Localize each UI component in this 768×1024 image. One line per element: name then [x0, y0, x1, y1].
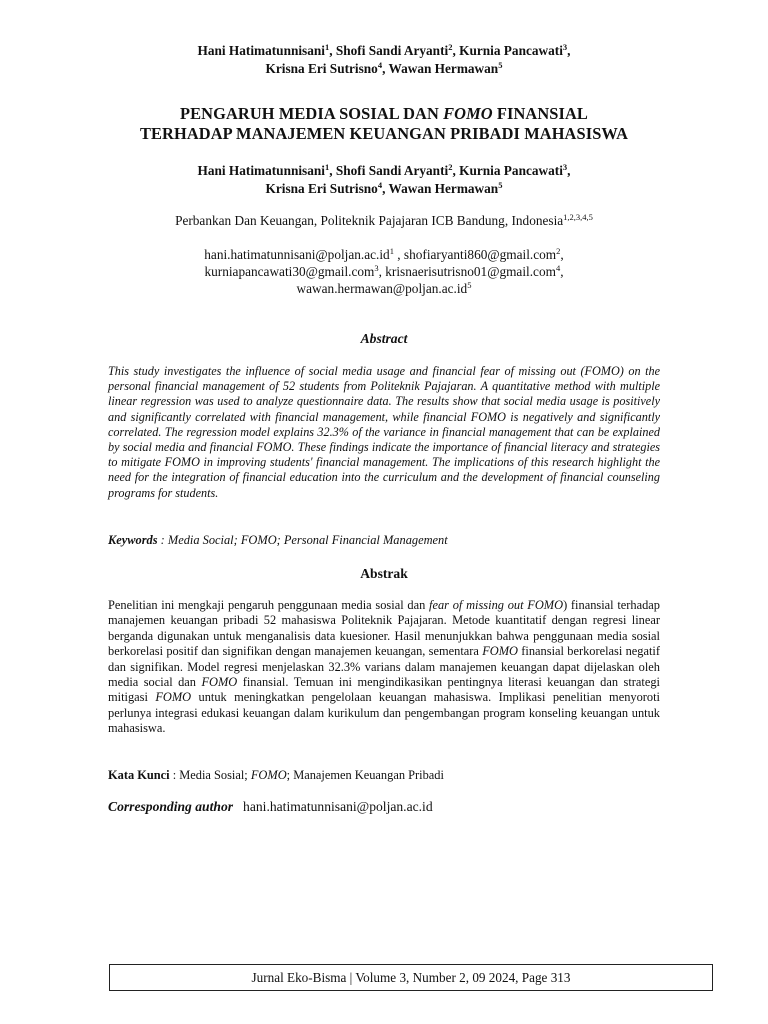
keywords-label: Keywords — [108, 533, 158, 547]
text-run: Hani Hatimatunnisani — [197, 43, 325, 58]
text-run: finansial berkorelasi negatif dan signifikan. Model regresi menjelaskan 32.3% varians dalam manajemen keuangan dapat dijelaskan oleh media social dan — [108, 644, 660, 690]
corresponding-author-email: hani.hatimatunnisani@poljan.ac.id — [243, 799, 433, 814]
kata-kunci — [108, 767, 660, 783]
footer-text: Jurnal Eko-Bisma | Volume 3, Number 2, 09 2024, Page 313 — [251, 970, 571, 985]
footnote-marker: 1 — [324, 42, 330, 52]
title-line-2: TERHADAP MANAJEMEN KEUANGAN PRIBADI MAHASISWA — [139, 124, 629, 143]
text-run: , — [560, 264, 564, 279]
title-line-1 — [108, 104, 660, 124]
text-run: Krisna Eri Sutrisno — [265, 61, 378, 76]
text-run: ; Manajemen Keuangan Pribadi — [286, 768, 444, 782]
text-run: , Wawan Hermawan — [382, 61, 499, 76]
text-run: : Media Sosial; — [169, 768, 251, 782]
footnote-marker: 4 — [377, 60, 383, 70]
text-run: Hani Hatimatunnisani — [197, 163, 325, 178]
emails-line-1 — [108, 246, 660, 263]
affiliation-text: Perbankan Dan Keuangan, Politeknik Pajajaran ICB Bandung, Indonesia — [175, 213, 564, 228]
footnote-marker: 4 — [555, 263, 561, 273]
journal-footer — [109, 964, 713, 991]
emails-line-2 — [108, 263, 660, 280]
corresponding-author — [108, 798, 660, 816]
text-run: , — [567, 163, 571, 178]
footnote-marker: 2 — [448, 162, 453, 172]
text-run: Krisna Eri Sutrisno — [265, 181, 378, 196]
text-run: , krisnaerisutrisno01@gmail.com — [378, 264, 556, 279]
text-run: , Kurnia Pancawati — [452, 163, 563, 178]
italic-text: FOMO — [201, 675, 238, 690]
text-run: , — [567, 43, 571, 58]
italic-text: FOMO — [482, 644, 518, 659]
kata-kunci-value — [170, 768, 444, 782]
text-run: hani.hatimatunnisani@poljan.ac.id — [204, 247, 390, 262]
text-run: , Shofi Sandi Aryanti — [329, 163, 449, 178]
authors-line-2 — [108, 180, 660, 198]
footnote-marker: 3 — [374, 263, 379, 273]
title-part: PENGARUH MEDIA SOSIAL DAN — [180, 104, 444, 123]
text-run: , Wawan Hermawan — [382, 181, 499, 196]
abstract-heading: Abstract — [360, 331, 408, 346]
title-fomo: FOMO — [443, 104, 493, 123]
author-emails — [108, 246, 660, 297]
keywords-value: Media Social; FOMO; Personal Financial Management — [167, 533, 448, 547]
running-header-line-2 — [108, 60, 660, 78]
italic-text: FOMO — [250, 768, 287, 782]
text-run: kurniapancawati30@gmail.com — [204, 264, 375, 279]
title-part: FINANSIAL — [492, 104, 588, 123]
text-run: untuk meningkatkan pengelolaan keuangan mahasiswa. Implikasi penelitian menyoroti perlunya integrasi edukasi keuangan dalam kurikulum dan pengembangan program konseling keuangan untuk mahasiswa. — [108, 690, 660, 736]
footnote-marker: 3 — [562, 42, 568, 52]
footnote-marker: 5 — [498, 180, 503, 190]
keywords — [108, 532, 660, 548]
text-run: , — [560, 247, 564, 262]
running-header — [108, 42, 660, 78]
abstract-body: This study investigates the influence of social media usage and financial fear of missing out (FOMO) on the personal financial management of 52 students from Politeknik Pajajaran. A quantitative method with multiple linear regression was used to analyze questionnaire data. The results show that social media usage is positively and significantly correlated with financial management, while financial FOMO is negatively and significantly correlated. The regression model explains 32.3% of the variance in financial management that can be explained by social media and financial FOMO. These findings indicate the importance of financial literacy and strategies to mitigate FOMO in improving students' financial management. The implications of this research highlight the need for the integration of financial education into the curriculum and the development of financial counseling programs for students. — [108, 364, 660, 500]
footnote-marker: 4 — [377, 180, 383, 190]
running-header-line-1 — [108, 42, 660, 60]
footnote-marker: 5 — [467, 280, 472, 290]
footnote-marker: 3 — [562, 162, 568, 172]
abstrak-body — [108, 598, 660, 737]
text-run: , Kurnia Pancawati — [452, 43, 563, 58]
emails-line-3 — [108, 280, 660, 297]
affiliation-sup: 1,2,3,4,5 — [563, 212, 593, 222]
abstrak-heading: Abstrak — [360, 566, 408, 581]
text-run: Penelitian ini mengkaji pengaruh penggunaan media sosial dan — [108, 598, 430, 612]
text-run: finansial. Temuan ini mengindikasikan pentingnya literasi keuangan dan strategi mitigasi — [108, 675, 660, 705]
keywords-separator: : — [157, 533, 168, 547]
authors-line-1 — [108, 162, 660, 180]
footnote-marker: 2 — [556, 246, 561, 256]
text-run: , Shofi Sandi Aryanti — [329, 43, 449, 58]
text-run: ) finansial terhadap manajemen keuangan pribadi 52 mahasiswa Politeknik Pajajaran. Metode kuantitatif dengan regresi linear berganda digunakan untuk menganalisis data kuesioner. Hasil menunjukkan bahwa penggunaan media sosial berkorelasi positif dan signifikan dengan manajemen keuangan, sementara — [108, 598, 660, 659]
corresponding-author-label: Corresponding author — [108, 799, 234, 814]
italic-text: fear of missing out FOMO — [429, 598, 564, 612]
italic-text: FOMO — [155, 690, 192, 705]
text-run: , shofiaryanti860@gmail.com — [393, 247, 557, 262]
text-run: wawan.hermawan@poljan.ac.id — [296, 281, 468, 296]
kata-kunci-label: Kata Kunci — [108, 768, 170, 782]
paper-title — [108, 104, 660, 144]
footnote-marker: 1 — [389, 246, 394, 256]
affiliation — [108, 212, 660, 230]
footnote-marker: 1 — [324, 162, 330, 172]
footnote-marker: 2 — [448, 42, 453, 52]
author-list — [108, 162, 660, 198]
footnote-marker: 5 — [498, 60, 503, 70]
